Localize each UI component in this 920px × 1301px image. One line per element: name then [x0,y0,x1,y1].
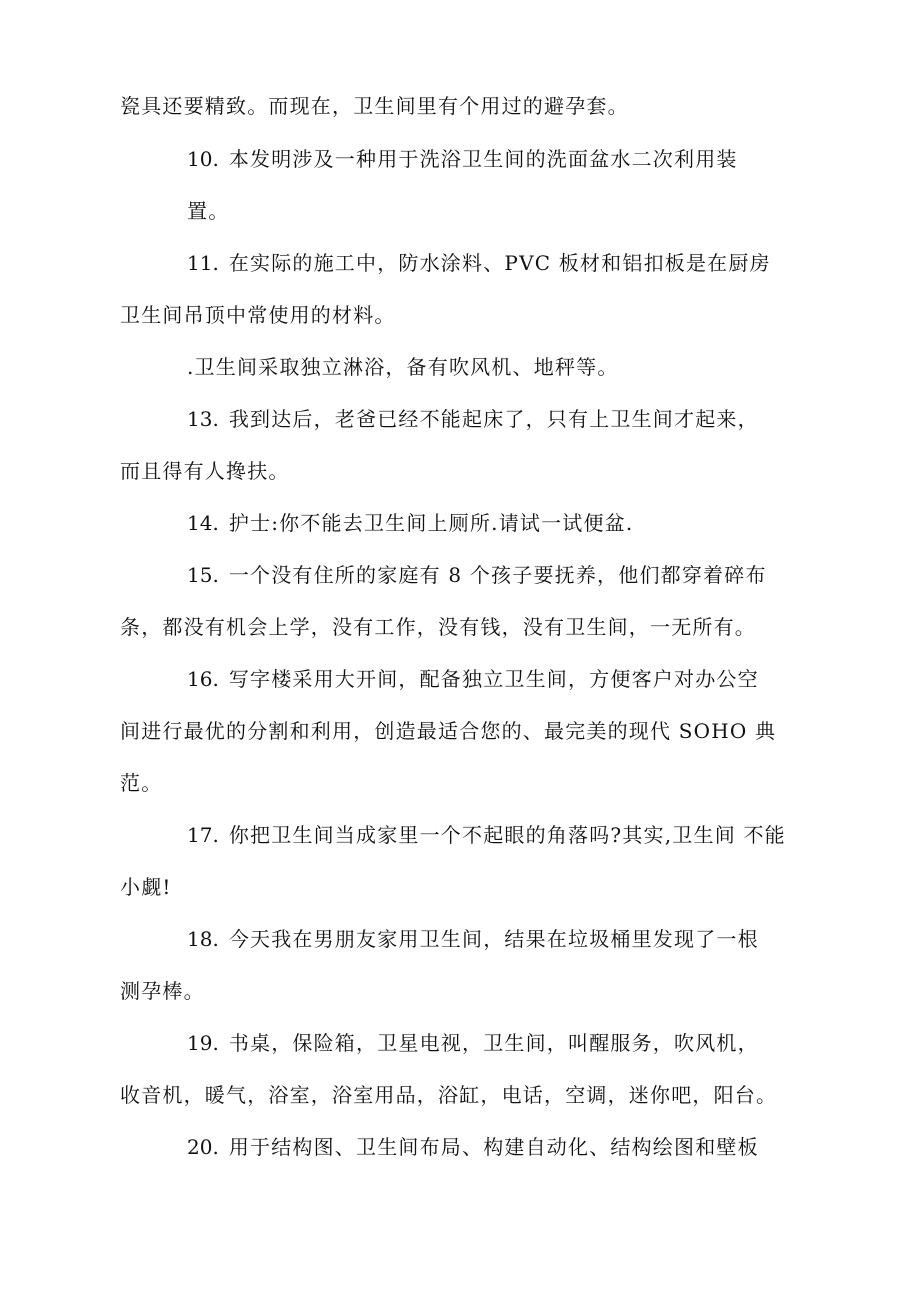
text-line: 瓷具还要精致。而现在，卫生间里有个用过的避孕套。 [120,94,629,118]
text-line: 卫生间吊顶中常使用的材料。 [120,303,396,327]
numbered-item-19: 19. 书桌，保险箱，卫星电视，卫生间，叫醒服务，吹风机， [187,1031,759,1055]
numbered-item-14: 14. 护士:你不能去卫生间上厕所.请试一试便盆. [187,511,634,535]
numbered-item-20: 20. 用于结构图、卫生间布局、构建自动化、结构绘图和壁板 [187,1135,759,1159]
numbered-item-10: 10. 本发明涉及一种用于洗浴卫生间的洗面盆水二次利用装 [187,147,738,171]
item-number: 18. [187,927,219,951]
item-number: 17. [187,823,219,847]
numbered-item-17: 17. 你把卫生间当成家里一个不起眼的角落吗?其实,卫生间 不能 [187,823,786,847]
numbered-item-15: 15. 一个没有住所的家庭有 8 个孩子要抚养，他们都穿着碎布 [187,563,767,587]
item-number: 11. [187,251,219,275]
text-line: 而且得有人搀扶。 [120,459,290,483]
item-number: 15. [187,563,219,587]
numbered-item-16: 16. 写字楼采用大开间，配备独立卫生间，方便客户对办公空 [187,667,759,691]
numbered-item-18: 18. 今天我在男朋友家用卫生间，结果在垃圾桶里发现了一根 [187,927,759,951]
item-number: 16. [187,667,219,691]
text-line: 小觑! [120,875,172,899]
item-number: 14. [187,511,219,535]
text-line: .卫生间采取独立淋浴，备有吹风机、地秤等。 [187,355,619,379]
text-line: 收音机，暖气，浴室，浴室用品，浴缸，电话，空调，迷你吧，阳台。 [120,1083,778,1107]
text-line: 测孕棒。 [120,979,205,1003]
text-line: 范。 [120,771,163,795]
item-number: 13. [187,407,219,431]
numbered-item-13: 13. 我到达后，老爸已经不能起床了，只有上卫生间才起来， [187,407,759,431]
item-number: 19. [187,1031,219,1055]
text-line: 置。 [187,199,230,223]
item-number: 10. [187,147,219,171]
numbered-item-11: 11. 在实际的施工中，防水涂料、PVC 板材和铝扣板是在厨房 [187,251,771,275]
text-line: 条，都没有机会上学，没有工作，没有钱，没有卫生间，一无所有。 [120,615,756,639]
item-number: 20. [187,1135,219,1159]
text-line: 间进行最优的分割和利用，创造最适合您的、最完美的现代 SOHO 典 [120,719,777,743]
